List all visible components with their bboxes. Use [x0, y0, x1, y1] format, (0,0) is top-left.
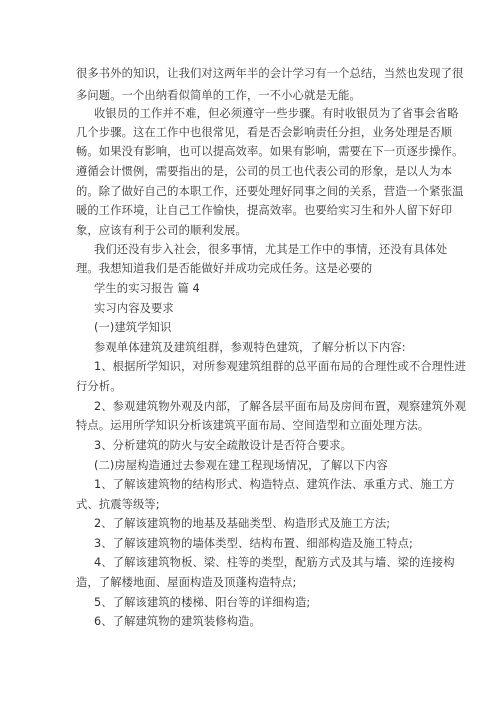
- section-title: 学生的实习报告 篇 4: [94, 282, 200, 295]
- list-item-line: 3、分析建筑的防火与安全疏散设计是否符合要求。: [94, 439, 353, 452]
- list-item-line: 造，了解楼地面、屋面构造及顶蓬构造特点;: [76, 576, 297, 589]
- paragraph-line: 的。除了做好自己的本职工作，还要处理好同事之间的关系，营造一个紧张温: [76, 185, 464, 198]
- section-heading: 实习内容及要求: [94, 302, 174, 315]
- paragraph-line: 象，应该有利于公司的顺利发展。: [76, 224, 247, 237]
- paragraph-line: 我们还没有步入社会，很多事情，尤其是工作中的事情，还没有具体处: [94, 243, 448, 256]
- list-item-line: 6、了解建筑物的建筑装修构造。: [94, 615, 261, 628]
- list-item-line: 特点。运用所学知识分析该建筑平面布局、空间造型和立面处理方法。: [76, 419, 430, 432]
- paragraph-line: 很多书外的知识，让我们对这两年半的会计学习有一个总结，当然也发现了很: [76, 67, 464, 80]
- list-item-line: 行分析。: [76, 380, 122, 393]
- list-item-line: 4、了解该建筑物板、梁、柱等的类型，配筋方式及其与墙、梁的连接构: [94, 556, 455, 569]
- list-item-line: 式、抗震等级等;: [76, 498, 160, 511]
- list-item-line: 2、了解该建筑物的地基及基础类型、构造形式及施工方法;: [94, 517, 391, 530]
- paragraph-line: 参观单体建筑及建筑组群，参观特色建筑，了解分析以下内容:: [94, 341, 406, 354]
- paragraph-line: 收银员的工作并不难，但必须遵守一些步骤。有时收银员为了省事会省略: [94, 107, 459, 120]
- paragraph-line: 多问题。一个出纳看似简单的工作，一不小心就是无能。: [76, 89, 361, 102]
- list-item-line: 3、了解该建筑物的墙体类型、结构布置、细部构造及施工特点;: [94, 537, 413, 550]
- paragraph-line: 暖的工作环境，让自己工作愉快，提高效率。也要给实习生和外人留下好印: [76, 204, 453, 217]
- paragraph-line: 遵循会计惯例，需要指出的是，公司的员工也代表公司的形象，是以人为本: [76, 165, 453, 178]
- subsection-heading: (二)房屋构造通过去参观在建工程现场情况，了解以下内容: [94, 459, 388, 472]
- subsection-heading: (一)建筑学知识: [94, 321, 172, 334]
- list-item-line: 5、了解该建筑的楼梯、阳台等的详细构造;: [94, 596, 311, 609]
- list-item-line: 1、根据所学知识，对所参观建筑组群的总平面布局的合理性或不合理性进: [94, 360, 466, 373]
- list-item-line: 1、了解该建筑物的结构形式、构造特点、建筑作法、承重方式、施工方: [94, 478, 455, 491]
- paragraph-line: 几个步骤。这在工作中也很常见，看是否会影响责任分担，业务处理是否顺: [76, 126, 453, 139]
- list-item-line: 2、参观建筑物外观及内部，了解各层平面布局及房间布置，观察建筑外观: [94, 400, 466, 413]
- paragraph-line: 理。我想知道我们是否能做好并成功完成任务。这是必要的: [76, 262, 373, 275]
- paragraph-line: 畅。如果没有影响，也可以提高效率。如果有影响，需要在下一页逐步操作。: [76, 145, 464, 158]
